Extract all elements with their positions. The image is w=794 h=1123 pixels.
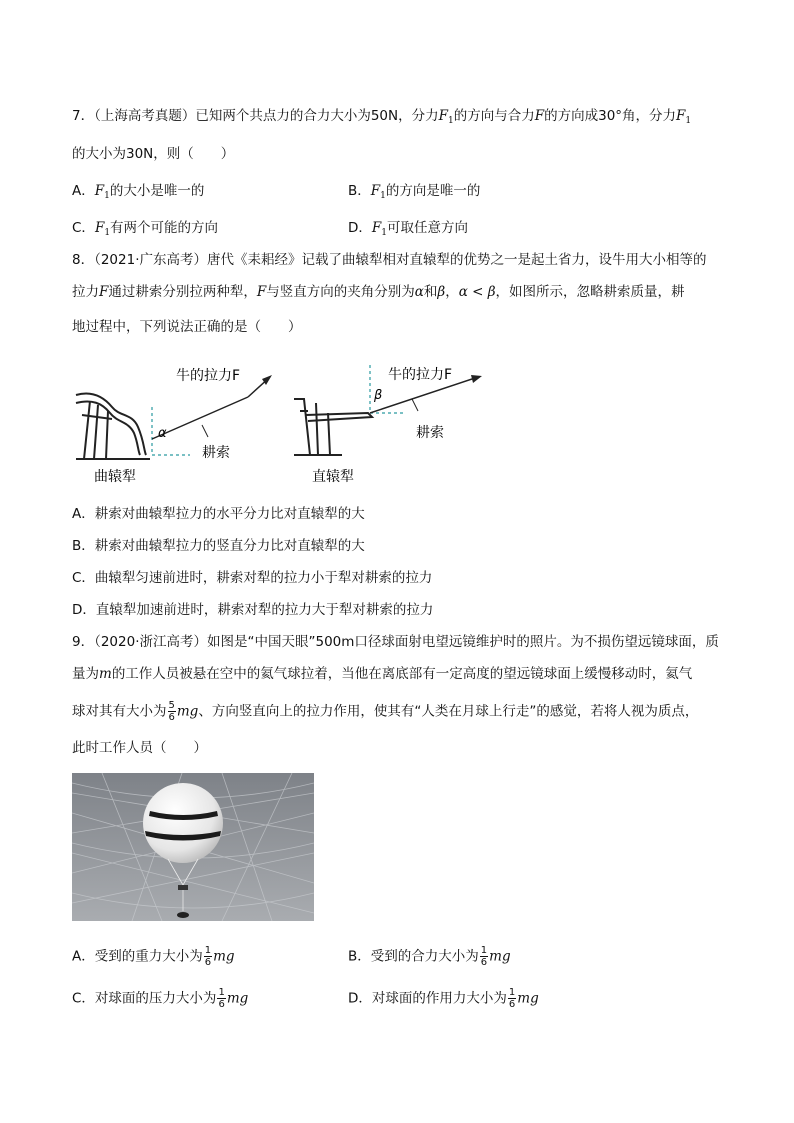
q9-option-c[interactable]: C．对球面的压力大小为 $\frac{1}{6}$ mg	[72, 987, 249, 1010]
q9-stem-line1: 9．（2020·浙江高考）如图是“中国天眼”500m口径球面射电望远镜维护时的照片。为不损伤望远镜球面，质	[72, 634, 719, 650]
left-rope-leader	[202, 425, 208, 437]
alpha-less-than-beta: α < β	[458, 284, 496, 300]
left-angle-label: α	[158, 426, 167, 441]
q8-option-b[interactable]: B．耕索对曲辕犁拉力的竖直分力比对直辕犁的大	[72, 538, 365, 554]
q8-stem-line1: 8．（2021·广东高考）唐代《耒耜经》记载了曲辕犁相对直辕犁的优势之一是起土省力，设牛用大小相等的	[72, 252, 707, 268]
balloon-photo	[72, 773, 314, 921]
q8-option-c[interactable]: C．曲辕犁匀速前进时，耕索对犁的拉力小于犁对耕索的拉力	[72, 570, 433, 586]
curved-plow-drawing	[76, 394, 150, 460]
q7-text: 的方向与合力	[453, 108, 535, 124]
q7-stem-line1	[72, 107, 691, 130]
symbol-alpha: α	[414, 284, 424, 300]
worker	[177, 912, 189, 918]
right-rope-leader	[412, 399, 418, 411]
q7-stem-line2	[72, 145, 234, 163]
symbol-F1: $F_1$	[438, 108, 454, 126]
q9-stem-line3: 球对其有大小为 $\frac{5}{6}$ mg、方向竖直向上的拉力作用，使其有“人类在月球上行走”的感觉，若将人视为质点，	[72, 700, 699, 723]
q7-option-c[interactable]: C．$F_1$有两个可能的方向	[72, 220, 219, 238]
right-force-label: 牛的拉力F	[388, 367, 453, 383]
q8-option-a[interactable]: A．耕索对曲辕犁拉力的水平分力比对直辕犁的大	[72, 506, 365, 522]
q7-text: 的方向成30°角，分力	[544, 108, 677, 124]
q8-stem-line2: 拉力F通过耕索分别拉两种犁，F与竖直方向的夹角分别为α和β，α < β，如图所示，忽略耕索质量，耕	[72, 284, 685, 300]
q7-text: 的大小为30N，则（ ）	[72, 146, 235, 162]
q9-option-b[interactable]: B．受到的合力大小为 $\frac{1}{6}$ mg	[348, 945, 511, 968]
right-arrow-head	[471, 375, 482, 383]
symbol-F: F	[99, 284, 109, 300]
symbol-m: m	[99, 666, 112, 682]
symbol-beta: β	[437, 284, 446, 300]
q8-stem-line3: 地过程中，下列说法正确的是（ ）	[72, 319, 302, 335]
helium-balloon	[143, 783, 223, 863]
straight-plow-drawing	[294, 399, 372, 455]
fraction-5-6: $\frac{5}{6}$	[168, 700, 175, 723]
q9-option-d[interactable]: D．对球面的作用力大小为 $\frac{1}{6}$ mg	[348, 987, 539, 1010]
q9-stem-line4: 此时工作人员（ ）	[72, 740, 207, 756]
q7-text: 7．（上海高考真题）已知两个共点力的合力大小为50N，分力	[72, 108, 439, 124]
q8-option-d[interactable]: D．直辕犁加速前进时，耕索对犁的拉力大于犁对耕索的拉力	[72, 602, 434, 618]
harness	[178, 885, 188, 890]
left-force-label: 牛的拉力F	[176, 368, 241, 384]
plow-figure	[72, 355, 492, 490]
q9-stem-line2: 量为m的工作人员被悬在空中的氦气球拉着，当他在离底部有一定高度的望远镜球面上缓慢移动时，氦气	[72, 666, 693, 682]
q7-option-a[interactable]: A．$F_1$的大小是唯一的	[72, 183, 205, 201]
symbol-F: F	[256, 284, 267, 300]
left-caption: 曲辕犁	[94, 469, 136, 485]
symbol-F1: $F_1$	[676, 108, 692, 126]
q9-option-a[interactable]: A．受到的重力大小为 $\frac{1}{6}$ mg	[72, 945, 235, 968]
q7-option-d[interactable]: D．$F_1$可取任意方向	[348, 220, 469, 238]
symbol-F: F	[534, 108, 545, 124]
left-rope-label: 耕索	[202, 445, 230, 461]
right-rope-label: 耕索	[416, 425, 444, 441]
right-caption: 直辕犁	[312, 469, 354, 485]
q7-option-b[interactable]: B．$F_1$的方向是唯一的	[348, 183, 481, 201]
right-angle-label: β	[374, 388, 383, 403]
